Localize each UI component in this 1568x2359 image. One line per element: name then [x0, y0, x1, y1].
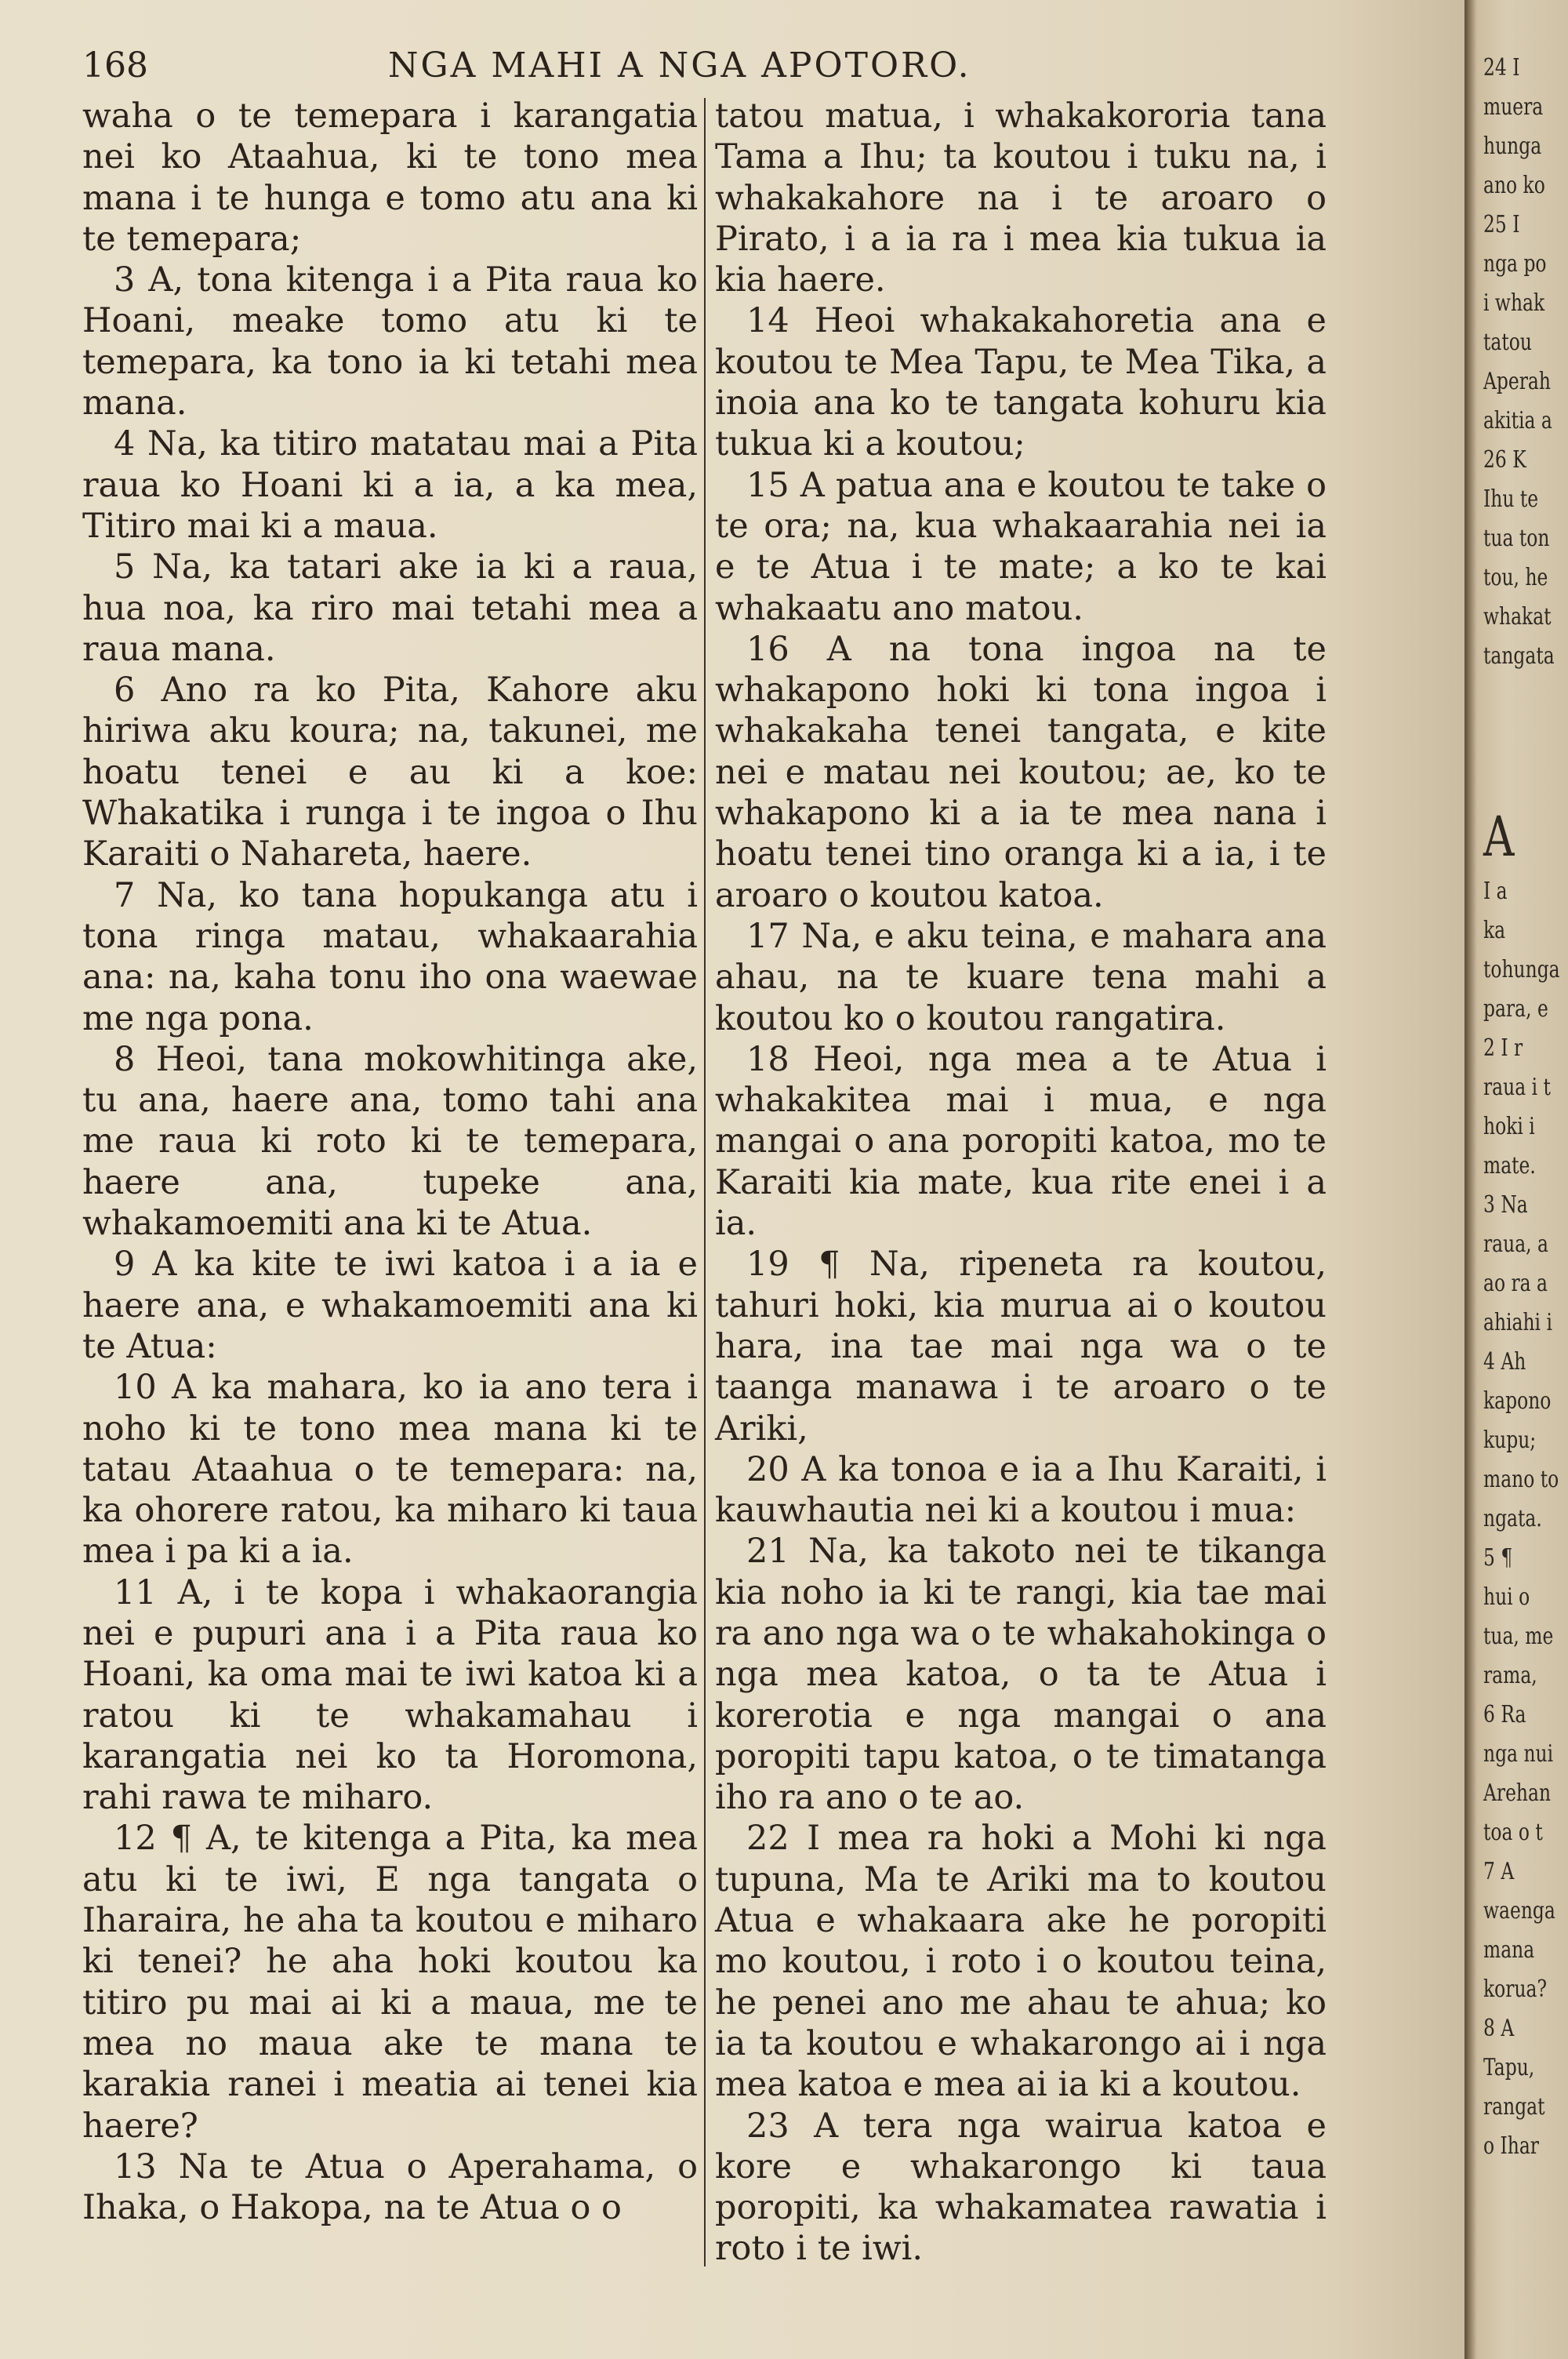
facing-page-fragment: tatou: [1483, 329, 1532, 356]
verse-paragraph: tatou matua, i whakakororia tana Tama a Ihu; ta koutou i tuku na, i whakakahore na i te aroaro o Pirato, i a ia ra i mea kia tukua ia kia haere.: [715, 96, 1327, 300]
facing-page-fragment: muera: [1483, 93, 1544, 121]
verse-paragraph: 7 Na, ko tana hopukanga atu i tona ringa matau, whakaarahia ana: na, kaha tonu iho ona waewae me nga pona.: [82, 875, 698, 1038]
verse-paragraph: 15 A patua ana e koutou te take o te ora; na, kua whakaarahia nei ia e te Atua i te mate; a ko te kai whakaatu ano matou.: [715, 465, 1327, 628]
facing-page-gap: [1483, 676, 1557, 809]
facing-page-fragment: 3 Na: [1483, 1191, 1528, 1219]
verse-paragraph: 11 A, i te kopa i whakaorangia nei e pupuri ana i a Pita raua ko Hoani, ka oma mai te iwi katoa ki a ratou ki te whakamahau i karangatia nei ko ta Horomona, rahi rawa te miharo.: [82, 1572, 698, 1818]
facing-page-fragment: kapono: [1483, 1387, 1552, 1415]
verse-paragraph: 3 A, tona kitenga i a Pita raua ko Hoani, meake tomo atu ki te temepara, ka tono ia ki tetahi mea mana.: [82, 260, 698, 423]
verse-paragraph: 16 A na tona ingoa na te whakapono hoki ki tona ingoa i whakakaha tenei tangata, e kite nei e matau nei koutou; ae, ko te whakapono ki a ia te mea nana i hoatu tenei tino oranga ki a ia, i te aroaro o koutou katoa.: [715, 629, 1327, 915]
facing-page-fragment: ahiahi i: [1483, 1309, 1552, 1336]
facing-page-fragment: 8 A: [1483, 2015, 1515, 2042]
facing-page-fragment: tua, me: [1483, 1623, 1554, 1650]
facing-page-fragment: mate.: [1483, 1152, 1536, 1180]
facing-page-fragment: whakat: [1483, 603, 1552, 631]
verse-paragraph: 13 Na te Atua o Aperahama, o Ihaka, o Hakopa, na te Atua o o: [82, 2146, 698, 2228]
facing-page-fragment: Aperah: [1483, 368, 1551, 395]
verse-paragraph: 23 A tera nga wairua katoa e kore e whakarongo ki taua poropiti, ka whakamatea rawatia i roto i te iwi.: [715, 2106, 1327, 2269]
facing-page-fragment: nga po: [1483, 250, 1547, 278]
facing-page-fragment: 4 Ah: [1483, 1348, 1526, 1376]
facing-page-fragment: akitia a: [1483, 407, 1552, 434]
facing-page-fragment: i whak: [1483, 289, 1545, 317]
facing-page-fragment: I a: [1483, 878, 1508, 905]
column-divider: [704, 98, 706, 2266]
facing-page-fragment: kupu;: [1483, 1427, 1537, 1454]
verse-paragraph: 20 A ka tonoa e ia a Ihu Karaiti, i kauwhautia nei ki a koutou i mua:: [715, 1449, 1327, 1531]
facing-page-fragment: tua ton: [1483, 525, 1550, 552]
facing-page-fragment: 7 A: [1483, 1858, 1515, 1885]
facing-page-fragment: Tapu,: [1483, 2054, 1535, 2081]
verse-paragraph: 22 I mea ra hoki a Mohi ki nga tupuna, Ma te Ariki ma to koutou Atua e whakaara ake he poropiti mo koutou, i roto i o koutou teina, he penei ano me ahau te ahua; ko ia ta koutou e whakarongo ai i nga mea katoa e mea ai ia ki a koutou.: [715, 1819, 1327, 2105]
verse-paragraph: 10 A ka mahara, ko ia ano tera i noho ki te tono mea mana ki te tatau Ataahua o te temepara: na, ka ohorere ratou, ka miharo ki taua mea i pa ki a ia.: [82, 1368, 698, 1572]
facing-page-fragment: rangat: [1483, 2093, 1545, 2121]
facing-page-fragment: hui o: [1483, 1583, 1530, 1611]
facing-page-fragment: 6 Ra: [1483, 1701, 1526, 1728]
facing-page-fragment: ka: [1483, 917, 1506, 944]
page-number: 168: [82, 45, 148, 85]
verse-paragraph: 4 Na, ka titiro matatau mai a Pita raua ko Hoani ki a ia, a ka mea, Titiro mai ki a maua.: [82, 424, 698, 546]
verse-paragraph: 12 ¶ A, te kitenga a Pita, ka mea atu ki te iwi, E nga tangata o Iharaira, he aha ta koutou e miharo ki tenei? he aha hoki koutou ka titiro pu mai ai ki a maua, me te mea no maua ake te mana te karakia ranei i meatia ai tenei kia haere?: [82, 1819, 698, 2146]
facing-page-fragment: 26 K: [1483, 446, 1526, 474]
verse-paragraph: 6 Ano ra ko Pita, Kahore aku hiriwa aku koura; na, takunei, me hoatu tenei e au ki a koe: Whakatika i runga i te ingoa o Ihu Karaiti o Nahareta, haere.: [82, 671, 698, 874]
verse-paragraph: 19 ¶ Na, ripeneta ra koutou, tahuri hoki, kia murua ai o koutou hara, ina tae mai nga wa o te taanga manawa i te aroaro o te Ariki,: [715, 1245, 1327, 1448]
facing-page-edge: [1465, 0, 1568, 2359]
facing-page-fragment: Ihu te: [1483, 485, 1539, 513]
facing-page-fragment: hunga: [1483, 133, 1542, 160]
verse-paragraph: 17 Na, e aku teina, e mahara ana ahau, na te kuare tena mahi a koutou ko o koutou rangatira.: [715, 916, 1327, 1038]
running-head: [82, 45, 1399, 93]
verse-paragraph: 5 Na, ka tatari ake ia ki a raua, hua noa, ka riro mai tetahi mea a raua mana.: [82, 547, 698, 669]
facing-page-fragment: o Ihar: [1483, 2132, 1539, 2160]
facing-page-fragment: ngata.: [1483, 1505, 1542, 1532]
right-column: [715, 96, 1327, 2270]
facing-page-fragment: hoki i: [1483, 1113, 1535, 1140]
running-title: NGA MAHI A NGA APOTORO.: [388, 45, 971, 85]
facing-page-fragment: 2 I r: [1483, 1034, 1523, 1062]
facing-page-fragment: korua?: [1483, 1976, 1548, 2003]
facing-page-fragment: mano to: [1483, 1466, 1559, 1493]
facing-page-fragment: 24 I: [1483, 54, 1520, 82]
verse-paragraph: 9 A ka kite te iwi katoa i a ia e haere ana, e whakamoemiti ana ki te Atua:: [82, 1245, 698, 1366]
verse-paragraph: 18 Heoi, nga mea a te Atua i whakakitea mai i mua, e nga mangai o ana poropiti katoa, mo te Karaiti kia mate, kua rite enei i a ia.: [715, 1039, 1327, 1244]
facing-page-fragment: A: [1483, 805, 1515, 869]
facing-page-fragment: tou, he: [1483, 564, 1548, 591]
facing-page-fragment: para, e: [1483, 995, 1548, 1023]
facing-page-fragment: ao ra a: [1483, 1270, 1548, 1297]
facing-page-fragment: tangata: [1483, 642, 1555, 670]
facing-page-fragment: raua, a: [1483, 1230, 1548, 1258]
verse-paragraph: 21 Na, ka takoto nei te tikanga kia noho ia ki te rangi, kia tae mai ra ano nga wa o te whakahokinga o nga mea katoa, o ta te Atua i korerotia e nga mangai o ana poropiti tapu katoa, o te timatanga iho ra ano o te ao.: [715, 1532, 1327, 1818]
facing-page-fragment: mana: [1483, 1936, 1535, 1964]
left-column: [82, 96, 698, 2228]
facing-page-text: [1483, 49, 1560, 2166]
facing-page-fragment: waenga: [1483, 1897, 1555, 1925]
facing-page-fragment: rama,: [1483, 1662, 1537, 1689]
facing-page-fragment: ano ko: [1483, 172, 1545, 199]
facing-page-fragment: raua i t: [1483, 1074, 1551, 1101]
facing-page-fragment: 25 I: [1483, 211, 1520, 238]
facing-page-fragment: tohunga: [1483, 956, 1560, 983]
facing-page-fragment: toa o t: [1483, 1819, 1543, 1846]
facing-page-fragment: nga nui: [1483, 1740, 1554, 1768]
facing-page-fragment: 5 ¶: [1483, 1544, 1513, 1572]
verse-paragraph: waha o te temepara i karangatia nei ko Ataahua, ki te tono mea mana i te hunga e tomo atu ana ki te temepara;: [82, 96, 698, 259]
verse-paragraph: 8 Heoi, tana mokowhitinga ake, tu ana, haere ana, tomo tahi ana me raua ki roto ki te temepara, haere ana, tupeke ana, whakamoemiti ana ki te Atua.: [82, 1039, 698, 1244]
facing-page-fragment: Arehan: [1483, 1779, 1552, 1807]
verse-paragraph: 14 Heoi whakakahoretia ana e koutou te Mea Tapu, te Mea Tika, a inoia ana ko te tangata kohuru kia tukua ki a koutou;: [715, 301, 1327, 464]
